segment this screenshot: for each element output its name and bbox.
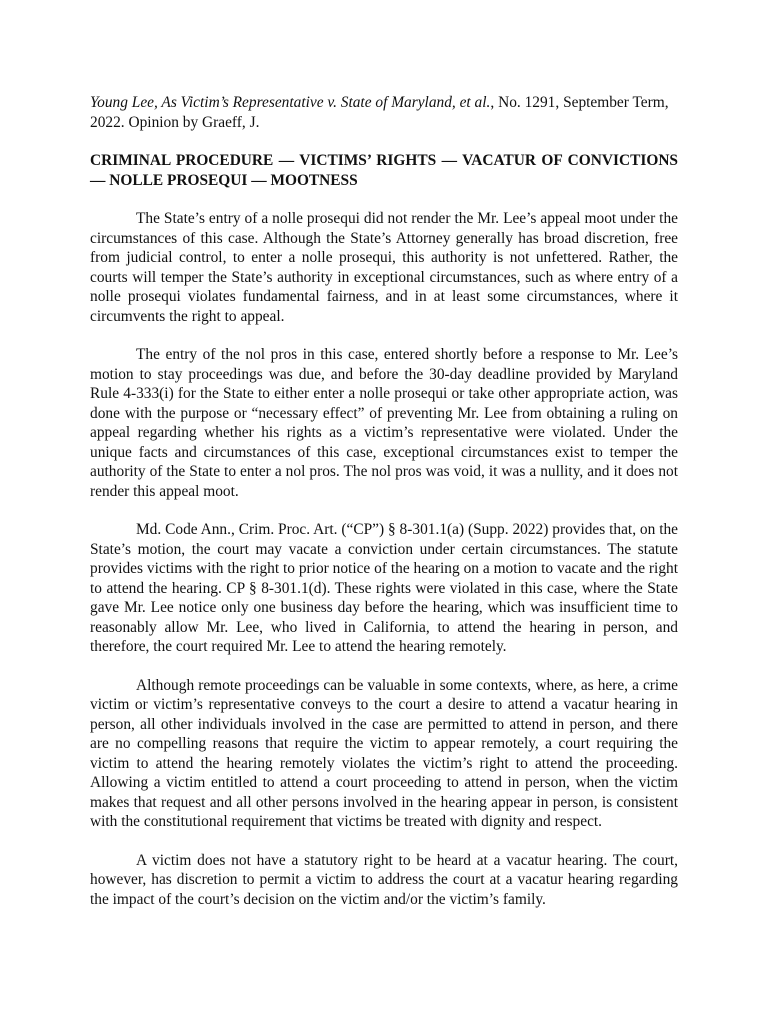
paragraph-statute: Md. Code Ann., Crim. Proc. Art. (“CP”) § 8-301.1(a) (Supp. 2022) provides that, on the State’s motion, the court may vacate a conviction under certain circumstances. The statute provides victims with the right to prior notice of the hearing on a motion to vacate and the right to attend the hearing. CP § 8-301.1(d). These rights were violated in this case, where the State gave Mr. Lee notice only one business day before the hearing, which was insufficient time to reasonably allow Mr. Lee, who lived in California, to attend the hearing in person, and therefore, the court required Mr. Lee to attend the hearing remotely.	[90, 521, 678, 655]
citation-details: , No. 1291, September Term, 2022. Opinion by Graeff, J.	[90, 94, 669, 131]
paragraph-mootness: The State’s entry of a nolle prosequi did not render the Mr. Lee’s appeal moot under the circumstances of this case. Although the State’s Attorney generally has broad discretion, free from judicial control, to enter a nolle prosequi, this authority is not unfettered. Rather, the courts will temper the State’s authority in exceptional circumstances, such as where entry of a nolle prosequi violates fundamental fairness, and in at least some circumstances, where it circumvents the right to appeal.	[90, 210, 678, 325]
paragraph-remote-proceedings: Although remote proceedings can be valuable in some contexts, where, as here, a crime victim or victim’s representative conveys to the court a desire to attend a vacatur hearing in person, all other individuals involved in the case are permitted to attend in person, and there are no compelling reasons that require the victim to appear remotely, a court requiring the victim to attend the hearing remotely violates the victim’s right to attend the proceeding. Allowing a victim entitled to attend a court proceeding to attend in person, when the victim makes that request and all other persons involved in the hearing appear in person, is consistent with the constitutional requirement that victims be treated with dignity and respect.	[90, 676, 678, 830]
paragraph-nol-pros: The entry of the nol pros in this case, entered shortly before a response to Mr. Lee’s motion to stay proceedings was due, and before the 30-day deadline provided by Maryland Rule 4-333(i) for the State to either enter a nolle prosequi or take other appropriate action, was done with the purpose or “necessary effect” of preventing Mr. Lee from obtaining a ruling on appeal regarding whether his rights as a victim’s representative were violated. Under the unique facts and circumstances of this case, exceptional circumstances exist to temper the authority of the State to enter a nol pros. The nol pros was void, it was a nullity, and it does not render this appeal moot.	[90, 346, 678, 500]
paragraph-right-to-be-heard: A victim does not have a statutory right to be heard at a vacatur hearing. The court, however, has discretion to permit a victim to address the court at a vacatur hearing regarding the impact of the court’s decision on the victim and/or the victim’s family.	[90, 851, 678, 908]
case-citation	[90, 93, 678, 132]
headnote-title: CRIMINAL PROCEDURE — VICTIMS’ RIGHTS — VACATUR OF CONVICTIONS — NOLLE PROSEQUI — MOOTNESS	[90, 152, 678, 189]
document-page	[90, 93, 678, 928]
case-name: Young Lee, As Victim’s Representative v. State of Maryland, et al.	[90, 94, 491, 111]
